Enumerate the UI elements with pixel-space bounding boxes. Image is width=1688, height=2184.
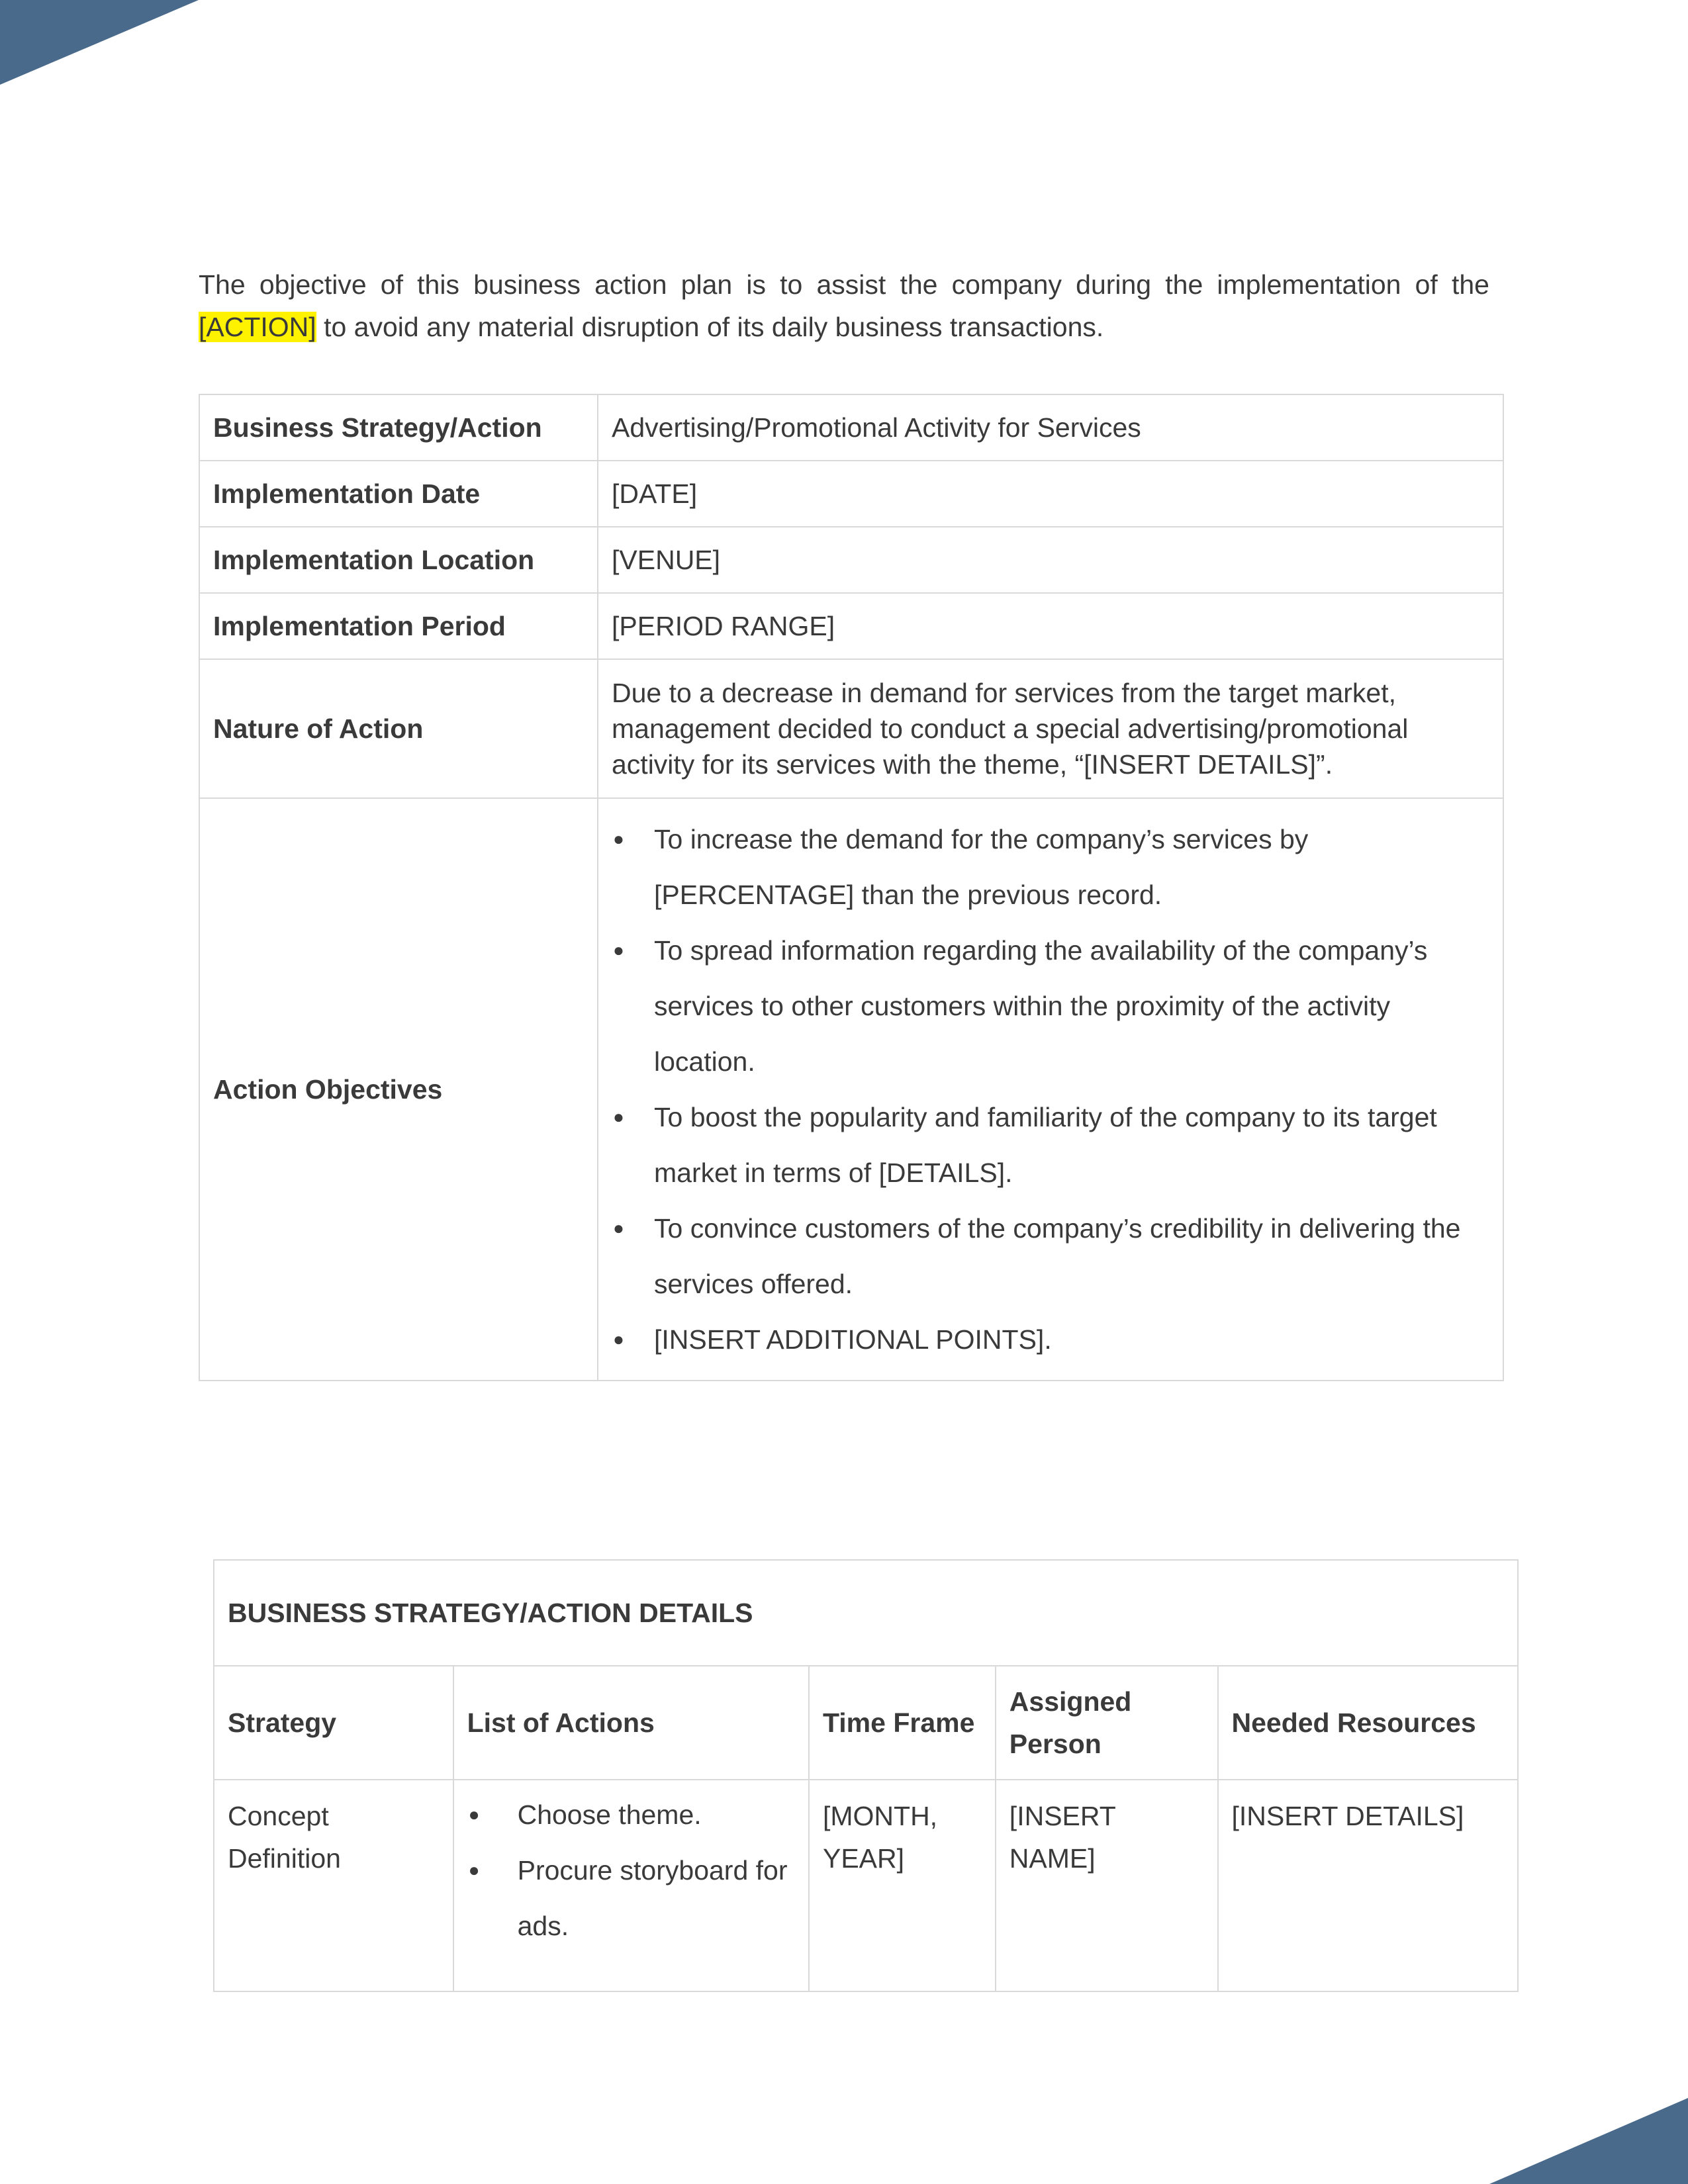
bullet-icon: ● [613,829,624,849]
assigned-person-cell: [INSERT NAME] [996,1780,1218,1991]
row-label: Implementation Period [199,593,598,659]
objective-text: To spread information regarding the availability of the company’s services to other customers within the proximity of the activity location. [654,935,1428,1077]
table-row [199,798,1503,1381]
objectives-label: Action Objectives [199,798,598,1381]
list-item [612,1089,1489,1201]
corner-decoration-top-left [0,0,199,86]
needed-resources-cell: [INSERT DETAILS] [1218,1780,1519,1991]
row-label: Nature of Action [199,659,598,798]
objectives-list [612,811,1489,1367]
list-item [467,1787,795,1843]
corner-decoration-bottom-right [1489,2098,1688,2184]
details-table-title: BUSINESS STRATEGY/ACTION DETAILS [214,1560,1518,1666]
bullet-icon: ● [613,1329,624,1349]
row-label: Implementation Date [199,461,598,527]
table-row [199,593,1503,659]
objective-text: To convince customers of the company’s credibility in delivering the services offered. [654,1213,1461,1299]
intro-paragraph [199,263,1489,348]
action-text: Choose theme. [517,1799,702,1830]
bullet-icon: ● [468,1860,480,1880]
row-value: [VENUE] [598,527,1503,593]
table-row [199,394,1503,461]
bullet-icon: ● [468,1804,480,1825]
intro-text-after: to avoid any material disruption of its daily business transactions. [316,312,1104,342]
row-value: Due to a decrease in demand for services from the target market, management decided to conduct a special advertising/promotional activity for its services with the theme, “[INSERT DETAILS]”. [598,659,1503,798]
strategy-cell: Concept Definition [214,1780,453,1991]
list-item [467,1843,795,1954]
table-header-row [214,1666,1518,1780]
column-header: Time Frame [809,1666,996,1780]
list-item [612,1312,1489,1367]
row-value: [PERIOD RANGE] [598,593,1503,659]
actions-list [467,1787,795,1954]
bullet-icon: ● [613,1218,624,1238]
objective-text: To increase the demand for the company’s services by [PERCENTAGE] than the previous record. [654,824,1309,910]
details-table [213,1559,1519,1992]
row-label: Implementation Location [199,527,598,593]
list-item [612,923,1489,1089]
list-item [612,1201,1489,1312]
objective-text: [INSERT ADDITIONAL POINTS]. [654,1324,1052,1355]
action-text: Procure storyboard for ads. [517,1855,788,1941]
table-row [199,527,1503,593]
column-header: Needed Resources [1218,1666,1519,1780]
row-value: Advertising/Promotional Activity for Services [598,394,1503,461]
bullet-icon: ● [613,1107,624,1127]
column-header: Strategy [214,1666,453,1780]
action-placeholder-highlight: [ACTION] [199,312,316,342]
row-value: [DATE] [598,461,1503,527]
objective-text: To boost the popularity and familiarity of the company to its target market in terms of [DETAILS]. [654,1102,1437,1188]
column-header: List of Actions [453,1666,809,1780]
intro-text-before: The objective of this business action plan is to assist the company during the implementation of the [199,269,1489,300]
table-title-row [214,1560,1518,1666]
list-item [612,811,1489,923]
column-header: Assigned Person [996,1666,1218,1780]
objectives-cell [598,798,1503,1381]
time-frame-cell: [MONTH, YEAR] [809,1780,996,1991]
table-row [199,659,1503,798]
table-row [199,461,1503,527]
bullet-icon: ● [613,940,624,960]
table-row [214,1780,1518,1991]
summary-table [199,394,1504,1381]
row-label: Business Strategy/Action [199,394,598,461]
actions-cell [453,1780,809,1991]
